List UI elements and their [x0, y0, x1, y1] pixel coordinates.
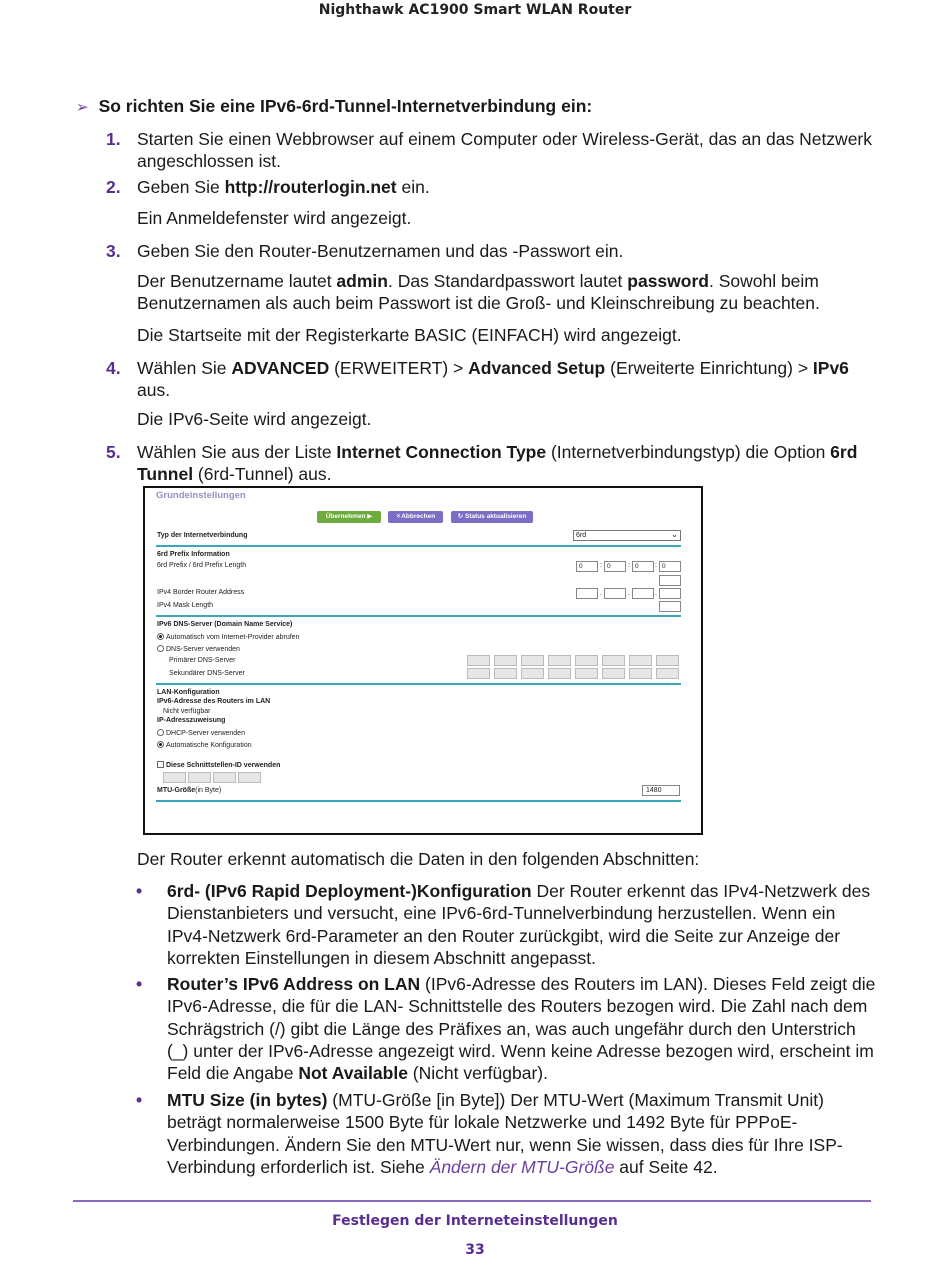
refresh-status-button[interactable]: ↻ Status aktualisieren: [451, 511, 533, 523]
step-3-credentials: Der Benutzername lautet admin. Das Standardpasswort lautet password. Sowohl beim Benutzernamen als auch beim Passwort ist die Groß- und Kleinschreibung zu beachten.: [137, 271, 820, 313]
step-number: 1.: [106, 129, 121, 149]
lan-address-value: Nicht verfügbar: [163, 708, 211, 715]
radio-icon[interactable]: [157, 645, 164, 652]
radio-icon[interactable]: [157, 729, 164, 736]
border-addr-field-4[interactable]: [659, 588, 681, 599]
bullet-lan-address: • Router’s IPv6 Address on LAN (IPv6-Adresse des Routers im LAN). Dieses Feld zeigt die IPv6-Adresse, die für die LAN- Schnittstelle des Routers bezogen wird. Die Zahl nach dem Schrägstrich (/) gibt die Länge des Präfixes an, was auch ungefähr durch den Unterstrich (_) unter der IPv6-Adresse angezeigt wird. Wenn keine Adresse bezogen wird, erscheint im Feld die Angabe Not Available (Nicht verfügbar).: [136, 974, 876, 1084]
prefix-field-3[interactable]: 0: [632, 561, 654, 572]
mtu-field[interactable]: 1480: [642, 785, 680, 796]
step-text: Wählen Sie ADVANCED (ERWEITERT) > Advanced Setup (Erweiterte Einrichtung) > IPv6 aus.: [137, 358, 849, 400]
step-text: Geben Sie http://routerlogin.net ein.: [137, 177, 430, 197]
connection-type-label: Typ der Internetverbindung: [157, 532, 248, 539]
dhcp-option[interactable]: DHCP-Server verwenden: [157, 729, 245, 737]
ipv4-border-label: IPv4 Border Router Address: [157, 589, 245, 596]
lan-address-label: IPv6-Adresse des Routers im LAN: [157, 698, 271, 705]
prefix-length-label: 6rd Prefix / 6rd Prefix Length: [157, 562, 247, 569]
checkbox-icon[interactable]: [157, 761, 164, 768]
bullet-icon: •: [136, 974, 143, 994]
chevron-down-icon: ⌄: [671, 530, 678, 539]
lan-heading: LAN-Konfiguration: [157, 689, 220, 696]
bullet-6rd: • 6rd- (IPv6 Rapid Deployment-)Konfiguration Der Router erkennt das IPv4-Netzwerk des Dienstanbieters und versucht, eine IPv6-6rd-Tunnelverbindung herzustellen. Wenn ein IPv4-Netzwerk 6rd-Parameter an den Router zurückgibt, wird die Seite zur Anzeige der korrekten Einstellungen in diesem Abschnitt angepasst.: [136, 881, 871, 968]
border-addr-field-1[interactable]: [576, 588, 598, 599]
step-number: 5.: [106, 442, 121, 462]
step-4-note: Die IPv6-Seite wird angezeigt.: [137, 409, 372, 429]
prefix-field-1[interactable]: 0: [576, 561, 598, 572]
apply-button[interactable]: Übernehmen ▶: [317, 511, 381, 523]
arrow-bullet-icon: ➢: [76, 99, 89, 116]
auto-config-option[interactable]: Automatische Konfiguration: [157, 741, 252, 749]
step-text: Geben Sie den Router-Benutzernamen und das -Passwort ein.: [137, 241, 624, 261]
section-title-text: So richten Sie eine IPv6-6rd-Tunnel-Internetverbindung ein:: [98, 96, 593, 116]
step-2-note: Ein Anmeldefenster wird angezeigt.: [137, 208, 412, 228]
step-5: [106, 441, 876, 485]
prefix-info-heading: 6rd Prefix Information: [157, 551, 230, 558]
dns-heading: IPv6 DNS-Server (Domain Name Service): [157, 621, 293, 628]
step-text: Wählen Sie aus der Liste Internet Connection Type (Internetverbindungstyp) die Option 6rd Tunnel (6rd-Tunnel) aus.: [137, 442, 858, 484]
bullet-icon: •: [136, 881, 143, 901]
divider: [156, 683, 681, 685]
screenshot-title: Grundeinstellungen: [156, 490, 246, 501]
step-2: [106, 176, 876, 198]
border-addr-field-3[interactable]: [632, 588, 654, 599]
step-1: [106, 128, 876, 172]
step-number: 3.: [106, 241, 121, 261]
bullet-icon: •: [136, 1090, 143, 1110]
router-url: http://routerlogin.net: [224, 177, 397, 197]
step-3: [106, 240, 876, 262]
prefix-field-2[interactable]: 0: [604, 561, 626, 572]
step-3-note: Die Startseite mit der Registerkarte BASIC (EINFACH) wird angezeigt.: [137, 325, 682, 345]
intro-text: Der Router erkennt automatisch die Daten in den folgenden Abschnitten:: [137, 849, 700, 869]
connection-type-select[interactable]: 6rd ⌄: [573, 530, 681, 541]
cancel-button[interactable]: ✕Abbrechen: [388, 511, 443, 523]
border-addr-field-2[interactable]: [604, 588, 626, 599]
primary-dns-label: Primärer DNS-Server: [169, 657, 236, 664]
mtu-label: MTU-Größe(in Byte): [157, 787, 222, 794]
step-4: [106, 357, 876, 401]
prefix-field-4[interactable]: 0: [659, 561, 681, 572]
router-settings-screenshot: Grundeinstellungen Übernehmen ▶ ✕Abbrechen ↻ Status aktualisieren Typ der Internetverbindung 6rd ⌄ 6rd Prefix Information 6rd Prefix / 6rd Prefix Length 0 : 0 : 0 : 0 IPv4 Border Router Address . . . IPv4 Mask Length IPv6 DNS-Server (Domain Name Service) Automatisch vom Internet-Provider abrufen DNS-Server verwenden Primärer DNS-Server Sekundärer DNS-Server LAN-Konfiguration IPv6-Adresse des Routers im LAN Nicht verfügbar IP-Adresszuweisung DHCP-Server verwenden Automatische Konfiguration Diese Schnittstellen-ID verwenden MTU-Größe(in Byte) 1480: [143, 486, 703, 835]
dns-auto-option[interactable]: Automatisch vom Internet-Provider abrufen: [157, 633, 299, 641]
running-header: Nighthawk AC1900 Smart WLAN Router: [318, 2, 632, 18]
footer-chapter-title: Festlegen der Interneteinstellungen: [332, 1213, 618, 1229]
mtu-link[interactable]: Ändern der MTU-Größe: [429, 1156, 615, 1177]
step-number: 2.: [106, 177, 121, 197]
page-number: 33: [465, 1242, 485, 1258]
prefix-length-field[interactable]: [659, 575, 681, 586]
ipv4-mask-field[interactable]: [659, 601, 681, 612]
section-title: [76, 96, 592, 117]
radio-selected-icon[interactable]: [157, 741, 164, 748]
secondary-dns-label: Sekundärer DNS-Server: [169, 670, 245, 677]
step-text: Starten Sie einen Webbrowser auf einem Computer oder Wireless-Gerät, das an das Netzwerk angeschlossen ist.: [137, 129, 873, 171]
dns-manual-option[interactable]: DNS-Server verwenden: [157, 645, 240, 653]
divider: [156, 800, 681, 802]
ipv4-mask-label: IPv4 Mask Length: [157, 602, 214, 609]
step-number: 4.: [106, 358, 121, 378]
radio-selected-icon[interactable]: [157, 633, 164, 640]
divider: [156, 545, 681, 547]
interface-id-option[interactable]: Diese Schnittstellen-ID verwenden: [157, 761, 280, 769]
footer-divider: [73, 1200, 871, 1202]
bullet-mtu: • MTU Size (in bytes) (MTU-Größe [in Byte]) Der MTU-Wert (Maximum Transmit Unit) beträgt normalerweise 1500 Byte für lokale Netzwerke und 1492 Byte für PPPoE-Verbindungen. Ändern Sie den MTU-Wert nur, wenn Sie wissen, dass dies für Ihre ISP-Verbindung erforderlich ist. Siehe Ändern der MTU-Größe auf Seite 42.: [136, 1090, 843, 1177]
ip-assignment-label: IP-Adresszuweisung: [157, 717, 226, 724]
divider: [156, 615, 681, 617]
